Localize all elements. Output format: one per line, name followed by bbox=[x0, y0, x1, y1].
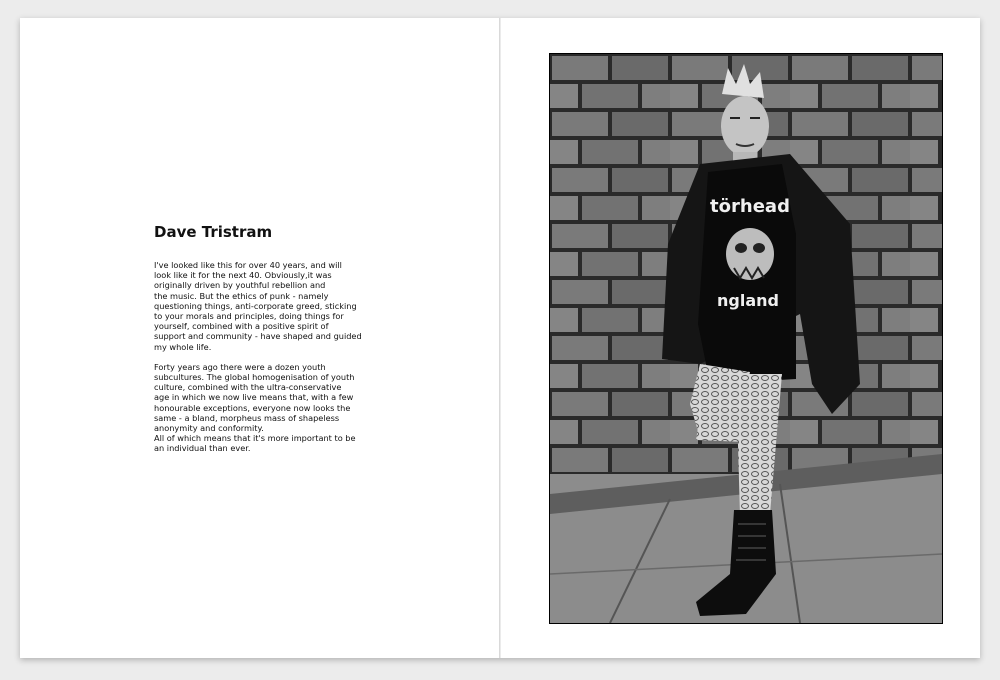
text-line: to your morals and principles, doing things for bbox=[154, 311, 344, 322]
text-line: an individual than ever. bbox=[154, 443, 251, 454]
text-line: my whole life. bbox=[154, 341, 212, 352]
portrait-illustration bbox=[550, 54, 942, 623]
text-line: anonymity and conformity. bbox=[154, 423, 264, 434]
text-line: questioning things, anti-corporate greed, sticking bbox=[154, 300, 357, 311]
paragraph-2 bbox=[154, 362, 374, 454]
article-title: Dave Tristram bbox=[154, 223, 273, 241]
article-body bbox=[154, 260, 374, 464]
text-line: All of which means that it's more important to be bbox=[154, 433, 356, 444]
text-line: culture, combined with the ultra-conservative bbox=[154, 382, 342, 393]
text-line: the music. But the ethics of punk - namely bbox=[154, 290, 329, 301]
text-line: originally driven by youthful rebellion and bbox=[154, 280, 326, 291]
text-line: subcultures. The global homogenisation of youth bbox=[154, 372, 355, 383]
shirt-text-top: törhead bbox=[710, 196, 790, 217]
text-line: same - a bland, morpheus mass of shapeless bbox=[154, 412, 340, 423]
text-line: honourable exceptions, everyone now looks the bbox=[154, 402, 351, 413]
paragraph-1 bbox=[154, 260, 374, 352]
text-line: look like it for the next 40. Obviously,it was bbox=[154, 270, 332, 281]
text-line: age in which we now live means that, with a few bbox=[154, 392, 354, 403]
shirt-text-bottom: ngland bbox=[717, 291, 779, 310]
left-page bbox=[20, 18, 500, 658]
text-line: Forty years ago there were a dozen youth bbox=[154, 361, 326, 372]
magazine-spread bbox=[20, 18, 980, 658]
text-line: I've looked like this for over 40 years, and will bbox=[154, 260, 342, 270]
text-line: support and community - have shaped and guided bbox=[154, 331, 362, 342]
portrait-photo bbox=[549, 53, 943, 624]
text-line: yourself, combined with a positive spirit of bbox=[154, 321, 329, 332]
